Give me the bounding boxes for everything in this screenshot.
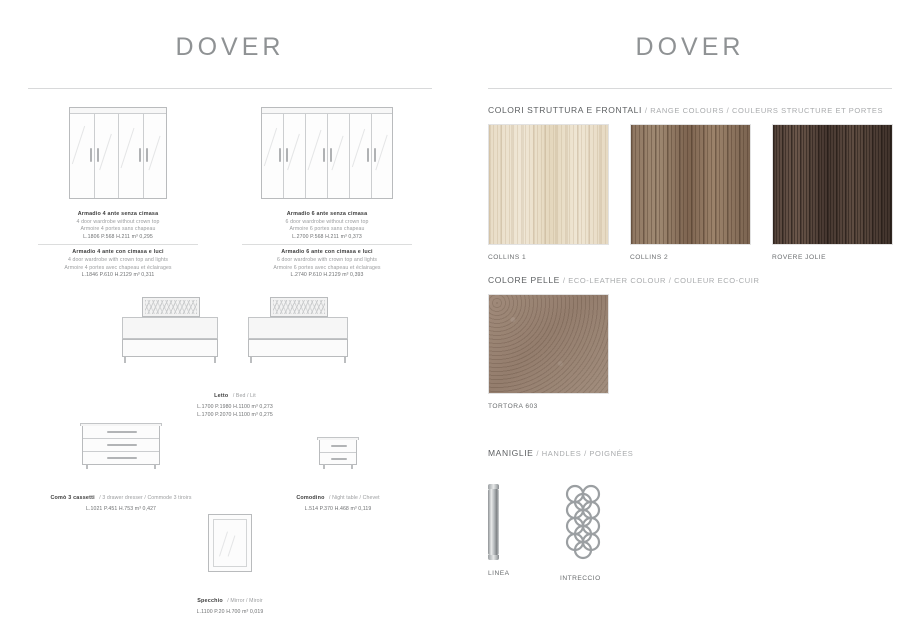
drawer-handle-icon (107, 431, 137, 433)
wardrobe-door (350, 113, 372, 198)
handle-linea-drawing (488, 484, 510, 560)
handle-intreccio[interactable] (560, 484, 606, 582)
caption-translation: / 3 drawer dresser / Commode 3 tiroirs (99, 495, 192, 501)
dresser-drawing (82, 425, 160, 465)
bed-mattress-top (122, 317, 218, 339)
product-dresser (36, 419, 206, 514)
caption-bed (100, 381, 370, 419)
caption-name-row (36, 483, 206, 506)
section-structure-colours (488, 105, 892, 261)
caption-dimensions: L.1021 P.451 H.753 m³ 0,427 (85, 506, 157, 513)
wardrobe-handle-icon (279, 148, 281, 162)
caption-name: Armadio 4 ante senza cimasa (77, 211, 159, 217)
caption-translation-fr-2: Armoire 6 portes avec chapeau et éclairages (273, 264, 381, 271)
section-heading (488, 448, 892, 458)
section-heading-sub: / ECO-LEATHER COLOUR / COULEUR ECO-CUIR (562, 276, 760, 285)
headboard-pattern (145, 300, 197, 314)
caption-dimensions-2: L.1700 P.2070 H.1100 m³ 0,275 (197, 411, 273, 418)
wardrobe-door (70, 113, 95, 198)
handle-label: INTRECCIO (560, 575, 601, 582)
left-page-title: DOVER (175, 33, 285, 61)
swatch-tortora-603[interactable] (488, 294, 609, 394)
wardrobe-handle-icon (146, 148, 148, 162)
drawer-handle-icon (331, 458, 347, 460)
caption-name: Specchio (197, 598, 223, 604)
headboard-pattern (273, 300, 325, 314)
product-wardrobe-6-door (232, 107, 422, 280)
wardrobe-door (144, 113, 168, 198)
caption-dresser (36, 483, 206, 514)
product-mirror (150, 514, 310, 617)
caption-divider (38, 244, 198, 245)
caption-translation-en: 6 door wardrobe without crown top (285, 218, 369, 225)
caption-translation-fr: Armoire 4 portes sans chapeau (80, 226, 156, 233)
section-heading-sub: / HANDLES / POIGNÉES (536, 449, 634, 458)
dresser-drawer (83, 452, 159, 466)
caption-dimensions: L.1100 P.20 H.700 m³ 0,019 (196, 609, 264, 616)
caption-translation-en-2: 4 door wardrobe with crown top and lights (67, 257, 169, 264)
caption-mirror (150, 586, 310, 617)
bed-drawing-2 (242, 297, 352, 365)
caption-dimensions-2: L.2740 P.610 H.2129 m³ 0,393 (290, 272, 364, 279)
handle-linea[interactable] (488, 484, 510, 577)
dresser-drawer (83, 426, 159, 439)
product-grid (0, 89, 460, 619)
caption-name: Comò 3 cassetti (50, 495, 95, 501)
wardrobe-door (95, 113, 120, 198)
swatch-row-leather (488, 294, 892, 410)
handle-bar-icon (488, 489, 499, 555)
nightstand-drawing (319, 439, 357, 465)
caption-translation-fr: Armoire 6 portes sans chapeau (289, 226, 365, 233)
product-wardrobe-4-door (28, 107, 208, 280)
product-nightstand (258, 419, 418, 514)
caption-translation: / Night table / Chevet (329, 495, 380, 501)
wardrobe-handle-icon (323, 148, 325, 162)
wardrobe-4-door-drawing (69, 107, 167, 199)
caption-dimensions: L.1806 P.568 H.211 m³ 0,295 (83, 233, 153, 240)
swatch-rovere-jolie[interactable] (772, 124, 893, 245)
swatch-label: TORTORA 603 (488, 403, 538, 410)
wardrobe-door (284, 113, 306, 198)
drawer-handle-icon (107, 457, 137, 459)
caption-name-2: Armadio 4 ante con cimasa e luci (72, 249, 164, 256)
section-leather-colour (488, 275, 892, 410)
caption-translation-en: 4 door wardrobe without crown top (76, 218, 160, 225)
swatch-cell-collins-2[interactable] (630, 124, 751, 261)
caption-translation: / Bed / Lit (232, 393, 256, 399)
wardrobe-handle-icon (286, 148, 288, 162)
nightstand-drawer (320, 440, 356, 453)
mirror-inner-frame (213, 519, 247, 567)
right-page (460, 0, 920, 640)
section-heading-sub: / RANGE COLOURS / COULEURS STRUCTURE ET PORTES (644, 106, 884, 115)
wardrobe-6-door-drawing (261, 107, 393, 199)
caption-name: Comodino (296, 495, 325, 501)
bed-drawing-1 (114, 297, 224, 365)
swatch-cell-tortora-603[interactable] (488, 294, 609, 410)
handle-label: LINEA (488, 570, 510, 577)
caption-name: Letto (214, 393, 229, 399)
right-title-divider (488, 88, 892, 89)
wardrobe-handle-icon (97, 148, 99, 162)
wardrobe-handle-icon (374, 148, 376, 162)
drawer-handle-icon (107, 444, 137, 446)
wardrobe-door (306, 113, 328, 198)
swatch-label: ROVERE JOLIE (772, 254, 827, 261)
bed-base (122, 339, 218, 357)
wardrobe-handle-icon (367, 148, 369, 162)
handle-intreccio-drawing (560, 484, 606, 560)
caption-dimensions-2: L.1846 P.610 H.2129 m³ 0,311 (81, 272, 155, 279)
swatch-row-structure (488, 124, 892, 261)
caption-dimensions-1: L.1700 P.1980 H.1100 m³ 0,273 (197, 404, 273, 411)
wardrobe-handle-icon (330, 148, 332, 162)
caption-translation-en-2: 6 door wardrobe with crown top and lights (276, 257, 378, 264)
bed-headboard (270, 297, 328, 317)
swatch-cell-rovere-jolie[interactable] (772, 124, 893, 261)
caption-divider (242, 244, 412, 245)
mirror-drawing (208, 514, 252, 572)
caption-name-row (150, 586, 310, 609)
caption-dimensions: L.2700 P.568 H.211 m³ 0,373 (292, 233, 362, 240)
section-handles (488, 448, 892, 598)
wardrobe-door (372, 113, 394, 198)
caption-wardrobe-4-door (28, 211, 208, 280)
section-heading-main: MANIGLIE (488, 448, 534, 458)
product-bed (100, 297, 370, 419)
wardrobe-door (119, 113, 144, 198)
swatch-label: COLLINS 2 (630, 254, 669, 261)
caption-name: Armadio 6 ante senza cimasa (286, 211, 368, 217)
swatch-cell-collins-1[interactable] (488, 124, 609, 261)
swatch-collins-2[interactable] (630, 124, 751, 245)
wardrobe-handle-icon (90, 148, 92, 162)
caption-name-2: Armadio 6 ante con cimasa e luci (281, 249, 373, 256)
swatch-label: COLLINS 1 (488, 254, 527, 261)
caption-wardrobe-6-door (232, 211, 422, 280)
caption-translation-fr-2: Armoire 4 portes avec chapeau et éclairages (64, 264, 172, 271)
handle-cap-icon (488, 555, 499, 560)
wardrobe-door (328, 113, 350, 198)
caption-name-row (258, 483, 418, 506)
wardrobe-handle-icon (139, 148, 141, 162)
section-heading-main: COLORI STRUTTURA E FRONTALI (488, 105, 642, 115)
section-heading-main: COLORE PELLE (488, 275, 560, 285)
section-heading (488, 275, 892, 285)
section-heading (488, 105, 892, 115)
wardrobe-door (262, 113, 284, 198)
caption-nightstand (258, 483, 418, 514)
bed-base (248, 339, 348, 357)
right-page-title: DOVER (635, 33, 745, 61)
caption-name-row (100, 381, 370, 404)
bed-mattress-top (248, 317, 348, 339)
bed-headboard (142, 297, 200, 317)
caption-translation: / Mirror / Miroir (227, 598, 263, 604)
caption-dimensions: L.514 P.370 H.468 m³ 0,119 (304, 506, 372, 513)
dresser-drawer (83, 439, 159, 452)
swatch-collins-1[interactable] (488, 124, 609, 245)
drawer-handle-icon (331, 445, 347, 447)
